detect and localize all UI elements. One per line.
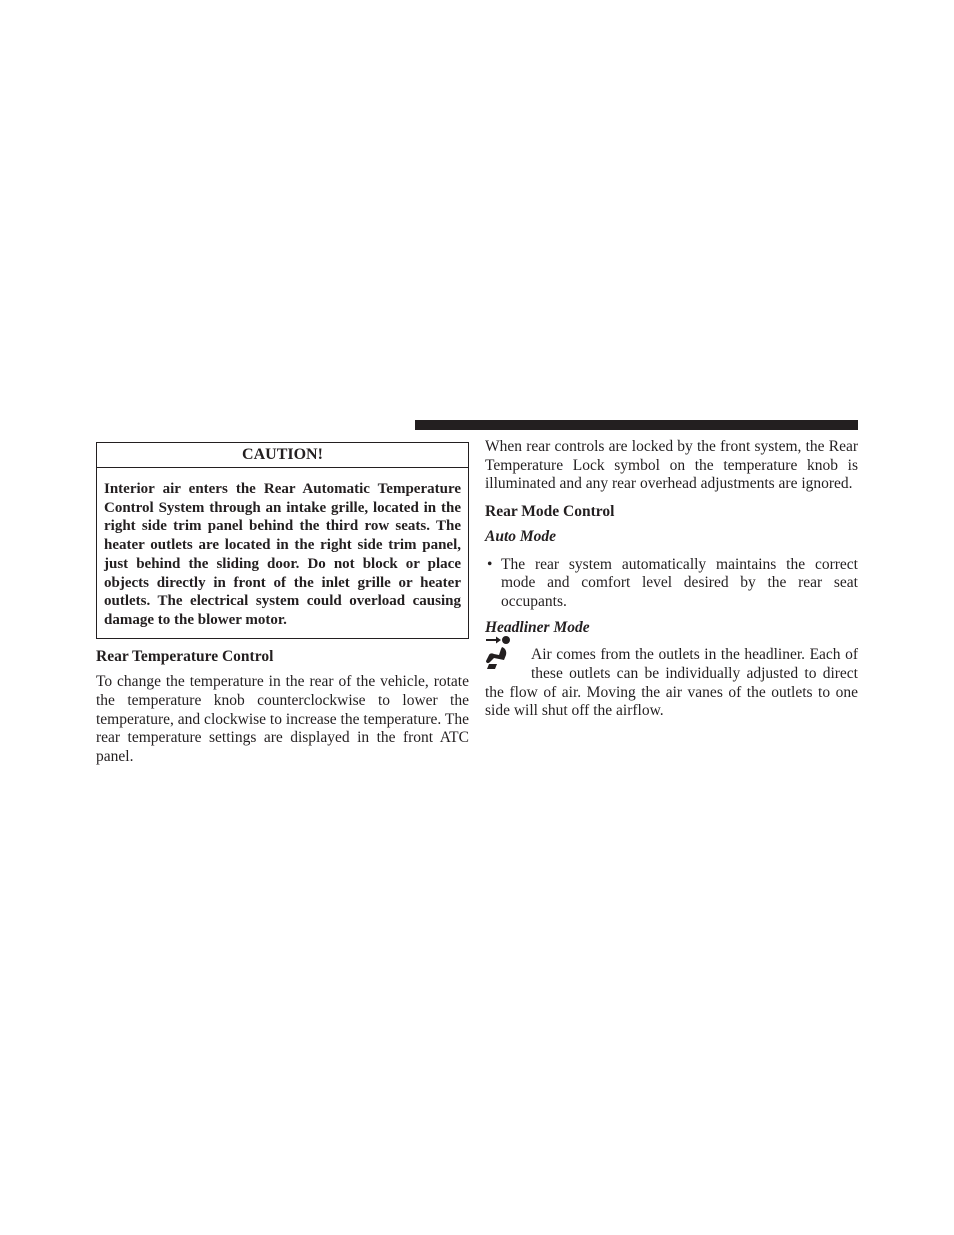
caution-title: CAUTION! — [97, 443, 468, 468]
caution-box — [96, 442, 469, 639]
rear-mode-control-heading: Rear Mode Control — [485, 503, 615, 521]
rear-temperature-control-heading: Rear Temperature Control — [96, 647, 274, 665]
rear-temperature-lock-paragraph: When rear controls are locked by the front system, the Rear Temperature Lock symbol on the temperature knob is illuminated and any rear overhead adjustments are ignored. — [485, 438, 858, 493]
headliner-mode-body — [485, 646, 858, 721]
headliner-mode-heading: Headliner Mode — [485, 618, 590, 636]
auto-mode-list — [485, 556, 858, 612]
headliner-mode-icon — [485, 634, 523, 672]
list-item — [485, 556, 858, 612]
auto-mode-bullet-text: The rear system automatically maintains the correct mode and comfort level desired by the rear seat occupants. — [501, 555, 858, 610]
caution-body: Interior air enters the Rear Automatic Temperature Control System through an intake grille, located in the right side trim panel behind the third row seats. The heater outlets are located in the right side trim panel, just behind the sliding door. Do not block or place objects directly in front of the inlet grille or heater outlets. The electrical system could overload causing damage to the blower motor. — [104, 481, 461, 628]
left-column — [96, 442, 469, 767]
bullet-icon: • — [487, 555, 493, 573]
right-column — [485, 438, 858, 721]
headliner-mode-text: Air comes from the outlets in the headliner. Each of these outlets can be individually adjusted to direct the flow of air. Moving the air vanes of the outlets to one side will shut off the airflow. — [485, 646, 858, 720]
header-rule — [415, 420, 858, 430]
auto-mode-heading: Auto Mode — [485, 527, 557, 545]
rear-temperature-control-body: To change the temperature in the rear of the vehicle, rotate the temperature knob counterclockwise to lower the temperature, and clockwise to increase the temperature. The rear temperature settings are displayed in the front ATC panel. — [96, 673, 469, 766]
